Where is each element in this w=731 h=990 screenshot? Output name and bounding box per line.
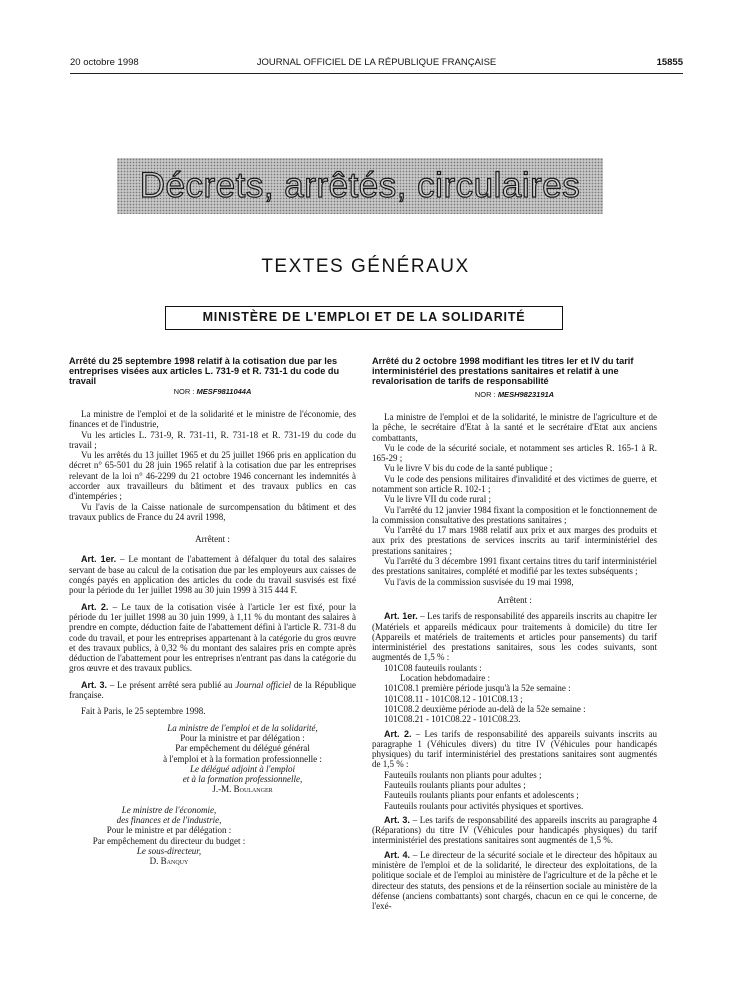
code-line: 101C08 fauteuils roulants : bbox=[384, 662, 482, 673]
left-signature-1: La ministre de l'emploi et de la solidarité, Pour la ministre et par délégation : Par empêchement du délégué général à l'emploi et à la formation professionnelle : Le délégué adjoint à l'emploi et à la formation professionnelle, J.-M. Boulanger bbox=[129, 723, 356, 795]
page-header bbox=[70, 57, 683, 69]
signatory-name: J.-M. Boulanger bbox=[212, 784, 273, 795]
left-done-at: Fait à Paris, le 25 septembre 1998. bbox=[81, 706, 206, 717]
nor-label: NOR : bbox=[173, 386, 197, 396]
left-column bbox=[69, 356, 356, 866]
right-article-1: Art. 1er. – Les tarifs de responsabilité des appareils inscrits au chapitre Ier (Matériels et appareils médicaux pour traitements à domicile) du titre Ier (Appareils et matériels de traitements et articles pour pansements) du tarif interministériel des prestations sanitaires, sous les codes suivants, sont augmentés de 1,5 % : bbox=[372, 611, 657, 663]
right-para: Vu le code des pensions militaires d'invalidité et des victimes de guerre, et notamment son article R. 102-1 ; bbox=[372, 473, 657, 494]
code-line: Location hebdomadaire : bbox=[400, 673, 490, 684]
vehicle-line: Fauteuils roulants non pliants pour adultes ; bbox=[384, 769, 542, 780]
header-page-number: 15855 bbox=[656, 57, 683, 68]
right-article-2: Art. 2. – Les tarifs de responsabilité des appareils suivants inscrits au paragraphe 1 (Véhicules divers) du titre IV (Véhicules pour handicapés physiques) du tarif interministériel des prestations sanitaires sont augmentés de 1,5 % : bbox=[372, 728, 657, 770]
left-article-2: Art. 2. – Le taux de la cotisation visée à l'article 1er est fixé, pour la période du 1er juillet 1998 au 30 juin 1999, à 1,11 % du montant des salaires à prendre en compte, déduction faite de l'abattement défini à l'article R. 731-8 du code du travail, et pour les entreprises appartenant à la catégorie du gros œuvre et des travaux publics, à 0,32 % du montant des salaires pris en compte après déduction de l'abattement pour les entreprises n'entrant pas dans la catégorie du gros œuvre et des travaux publics. bbox=[69, 601, 356, 674]
vehicle-line: Fauteuils roulants pliants pour enfants et adolescents ; bbox=[384, 790, 579, 801]
nor-value: MESH9823191A bbox=[497, 389, 555, 399]
right-para: Vu l'arrêté du 3 décembre 1991 fixant certains titres du tarif interministériel des prestations sanitaires, complété et modifié par les textes subséquents ; bbox=[372, 556, 657, 577]
header-date: 20 octobre 1998 bbox=[70, 57, 139, 68]
section-title: TEXTES GÉNÉRAUX bbox=[261, 256, 470, 277]
right-nor bbox=[372, 390, 657, 400]
rubric-banner bbox=[117, 158, 603, 214]
right-para: Vu l'arrêté du 12 janvier 1984 fixant la composition et le fonctionnement de la commission consultative des prestations sanitaires ; bbox=[372, 504, 658, 525]
left-article-3: Art. 3. – Le présent arrêté sera publié au Journal officiel de la République française. bbox=[69, 679, 356, 701]
left-decree-title: Arrêté du 25 septembre 1998 relatif à la cotisation due par les entreprises visées aux articles L. 731-9 et R. 731-1 du code du travail bbox=[69, 356, 340, 387]
nor-value: MESF9811044A bbox=[196, 386, 252, 396]
right-para: Vu le livre VII du code rural ; bbox=[384, 494, 492, 505]
right-para: Vu l'avis de la commission susvisée du 19 mai 1998, bbox=[384, 576, 574, 587]
right-para: Vu le livre V bis du code de la santé publique ; bbox=[384, 463, 553, 474]
left-article-1: Art. 1er. – Le montant de l'abattement à défalquer du total des salaires servant de base au calcul de la cotisation due par les employeurs aux caisses de congés payés en application des articles du code du travail susvisés est fixé pour la période du 1er juillet 1998 au 30 juin 1999 à 315 444 F. bbox=[69, 554, 356, 596]
right-para: Vu l'arrêté du 17 mars 1988 relatif aux prix et aux marges des produits et aux prix des prestations de services inscrits au tarif interministériel des prestations sanitaires ; bbox=[372, 525, 657, 556]
ministry-box: MINISTÈRE DE L'EMPLOI ET DE LA SOLIDARITÉ bbox=[165, 306, 563, 330]
code-line: 101C08.11 - 101C08.12 - 101C08.13 ; bbox=[384, 693, 523, 704]
vehicle-line: Fauteuils roulants pour activités physiques et sportives. bbox=[384, 800, 584, 811]
left-para: Vu les articles L. 731-9, R. 731-11, R. 731-18 et R. 731-19 du code du travail ; bbox=[69, 429, 356, 450]
left-nor bbox=[69, 387, 356, 397]
right-column bbox=[372, 356, 657, 912]
right-decree-title: Arrêté du 2 octobre 1998 modifiant les titres Ier et IV du tarif interministériel des prestations sanitaires et relatif à une revalorisation de tarifs de responsabilité bbox=[372, 356, 634, 387]
right-article-3: Art. 3. – Les tarifs de responsabilité des appareils inscrits au paragraphe 4 (Réparations) du titre IV (Véhicules pour handicapés physiques) du tarif interministériel des prestations sanitaires sont augmentés de 1,5 %. bbox=[372, 814, 657, 846]
code-line: 101C08.2 deuxième période au-delà de la 52e semaine : bbox=[384, 703, 586, 714]
left-arretent: Arrêtent : bbox=[195, 534, 230, 545]
header-rule bbox=[70, 73, 683, 74]
code-line: 101C08.21 - 101C08.22 - 101C08.23. bbox=[384, 714, 521, 725]
code-line: 101C08.1 première période jusqu'à la 52e semaine : bbox=[384, 683, 571, 694]
left-para: La ministre de l'emploi et de la solidarité et le ministre de l'économie, des finances et de l'industrie, bbox=[69, 408, 356, 430]
right-article-4: Art. 4. – Le directeur de la sécurité sociale et le directeur des hôpitaux au ministère de l'emploi et de la solidarité, le directeur des exploitations, de la politique sociale et de l'emploi au ministère de l'agriculture et de la pêche et le directeur des statuts, des pensions et de la réinsertion sociale au ministère de la défense (anciens combattants) sont chargés, chacun en ce qui le concerne, de l'exé- bbox=[372, 849, 657, 912]
right-para: Vu le code de la sécurité sociale, et notamment ses articles R. 165-1 à R. 165-29 ; bbox=[372, 442, 657, 464]
left-para: Vu l'avis de la Caisse nationale de surcompensation du bâtiment et des travaux publics de France du 24 avril 1998, bbox=[69, 501, 356, 522]
right-arretent: Arrêtent : bbox=[497, 594, 532, 605]
nor-label: NOR : bbox=[474, 389, 498, 399]
banner-title: Décrets, arrêtés, circulaires bbox=[139, 166, 581, 205]
header-journal-title: JOURNAL OFFICIEL DE LA RÉPUBLIQUE FRANÇAISE bbox=[256, 57, 497, 68]
left-signature-2: Le ministre de l'économie, des finances et de l'industrie, Pour le ministre et par délégation : Par empêchement du directeur du budget : Le sous-directeur, D. Banquy bbox=[69, 805, 269, 867]
left-para: Vu les arrêtés du 13 juillet 1965 et du 25 juillet 1966 pris en application du décret n° 65-501 du 28 juin 1965 relatif à la cotisation due par les entreprises relevant de la loi n° 46-2299 du 21 octobre 1946 concernant les indemnités à accorder aux travailleurs du bâtiment et des travaux publics en cas d'intempéries ; bbox=[69, 450, 356, 502]
vehicle-line: Fauteuils roulants pliants pour adultes ; bbox=[384, 780, 526, 790]
right-para: La ministre de l'emploi et de la solidarité, le ministre de l'agriculture et de la pêche, le secrétaire d'Etat à la santé et le secrétaire d'Etat aux anciens combattants, bbox=[372, 411, 657, 443]
signatory-name: D. Banquy bbox=[149, 856, 189, 867]
